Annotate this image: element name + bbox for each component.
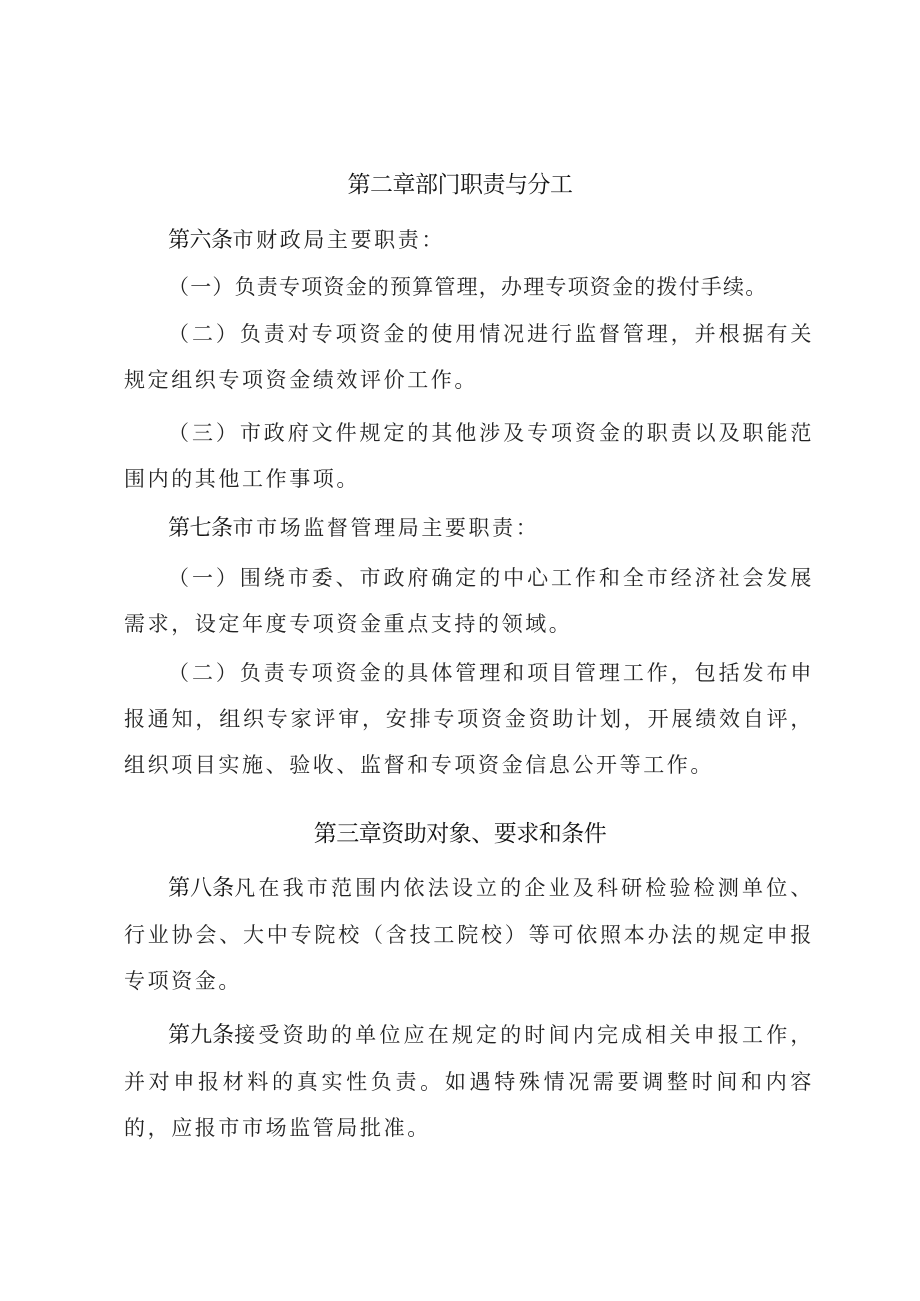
article-9-label: 第九条 xyxy=(168,1023,235,1048)
article-6-item-1: （一）负责专项资金的预算管理，办理专项资金的拨付手续。 xyxy=(168,275,768,299)
article-9-text: 接受资助的单位应在规定的时间内完成相关申报工作，并对申报材料的真实性负责。如遇特殊情况需要调整时间和内容的，应报市市场监管局批准。 xyxy=(124,1023,814,1140)
chapter-3-title: 第三章资助对象、要求和条件 xyxy=(313,821,607,847)
article-7-item-2: （二）负责专项资金的具体管理和项目管理工作，包括发布申报通知，组织专家评审，安排专项资金资助计划，开展绩效自评，组织项目实施、验收、监督和专项资金信息公开等工作。 xyxy=(124,661,814,777)
article-8-label: 第八条 xyxy=(168,876,235,901)
article-7-item-1: （一）围绕市委、市政府确定的中心工作和全市经济社会发展需求，设定年度专项资金重点支持的领域。 xyxy=(124,566,814,636)
article-8-text: 凡在我市范围内依法设立的企业及科研检验检测单位、行业协会、大中专院校（含技工院校）等可依照本办法的规定申报专项资金。 xyxy=(124,876,814,993)
chapter-2-title: 第二章部门职责与分工 xyxy=(347,172,573,198)
article-8 xyxy=(124,865,814,1004)
article-6-text: 市财政局主要职责： xyxy=(232,228,445,252)
article-7-text: 市市场监督管理局主要职责： xyxy=(232,516,540,540)
article-6-item-3: （三）市政府文件规定的其他涉及专项资金的职责以及职能范围内的其他工作事项。 xyxy=(124,421,814,491)
article-6 xyxy=(124,217,814,264)
article-9 xyxy=(124,1012,814,1151)
article-7 xyxy=(124,505,814,552)
article-6-item-2: （二）负责对专项资金的使用情况进行监督管理，并根据有关规定组织专项资金绩效评价工作。 xyxy=(124,322,814,392)
article-6-label: 第六条 xyxy=(168,228,233,253)
article-7-label: 第七条 xyxy=(168,516,233,541)
